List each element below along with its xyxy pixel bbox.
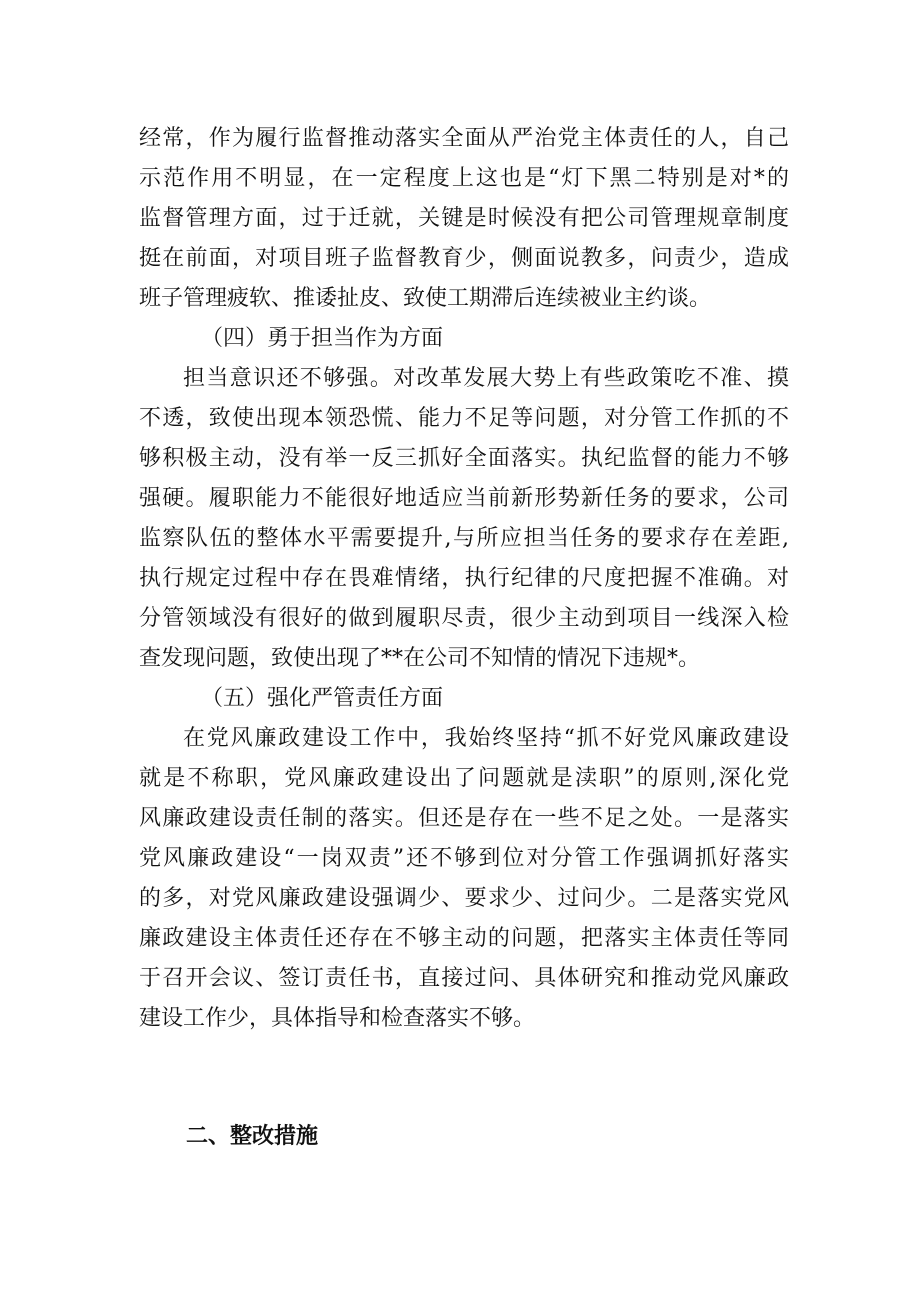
section-heading: 二、整改措施: [186, 1124, 319, 1149]
text-line: 的多，对党风廉政建设强调少、要求少、过问少。二是落实党风: [139, 886, 789, 911]
text-line: 示范作用不明显，在一定程度上这也是“灯下黑二特别是对*的: [139, 166, 789, 191]
text-line: 执行规定过程中存在畏难情绪，执行纪律的尺度把握不准确。对: [139, 566, 789, 591]
subheading-five: （五）强化严管责任方面: [201, 686, 444, 711]
text-line: 建设工作少，具体指导和检查落实不够。: [139, 1006, 536, 1031]
text-line: 够积极主动，没有举一反三抓好全面落实。执纪监督的能力不够: [139, 446, 789, 471]
text-line: 监督管理方面，过于迁就，关键是时候没有把公司管理规章制度: [139, 206, 789, 231]
text-line: 监察队伍的整体水平需要提升,与所应担当任务的要求存在差距,: [139, 526, 789, 551]
text-line: 风廉政建设责任制的落实。但还是存在一些不足之处。一是落实: [139, 806, 789, 831]
subheading-four: （四）勇于担当作为方面: [201, 326, 444, 351]
text-line: 分管领域没有很好的做到履职尽责，很少主动到项目一线深入检: [139, 606, 789, 631]
text-line: 在党风廉政建设工作中，我始终坚持“抓不好党风廉政建设: [183, 726, 789, 751]
text-line: 担当意识还不够强。对改革发展大势上有些政策吃不准、摸: [183, 366, 789, 391]
text-line: 于召开会议、签订责任书，直接过问、具体研究和推动党风廉政: [139, 966, 789, 991]
text-line: 查发现问题，致使出现了**在公司不知情的情况下违规*。: [139, 646, 701, 671]
text-line: 强硬。履职能力不能很好地适应当前新形势新任务的要求，公司: [139, 486, 789, 511]
text-line: 廉政建设主体责任还存在不够主动的问题，把落实主体责任等同: [139, 926, 789, 951]
text-line: 班子管理疲软、推诿扯皮、致使工期滞后连续被业主约谈。: [139, 286, 712, 311]
text-line: 挺在前面，对项目班子监督教育少，侧面说教多，问责少，造成: [139, 246, 789, 271]
text-line: 党风廉政建设“一岗双责”还不够到位对分管工作强调抓好落实: [139, 846, 789, 871]
paragraph-continuation: [139, 119, 789, 1039]
text-line: 经常，作为履行监督推动落实全面从严治党主体责任的人，自己: [139, 126, 789, 151]
text-line: 不透，致使出现本领恐慌、能力不足等问题，对分管工作抓的不: [139, 406, 789, 431]
text-line: 就是不称职，党风廉政建设出了问题就是渎职”的原则,深化党: [139, 766, 789, 791]
